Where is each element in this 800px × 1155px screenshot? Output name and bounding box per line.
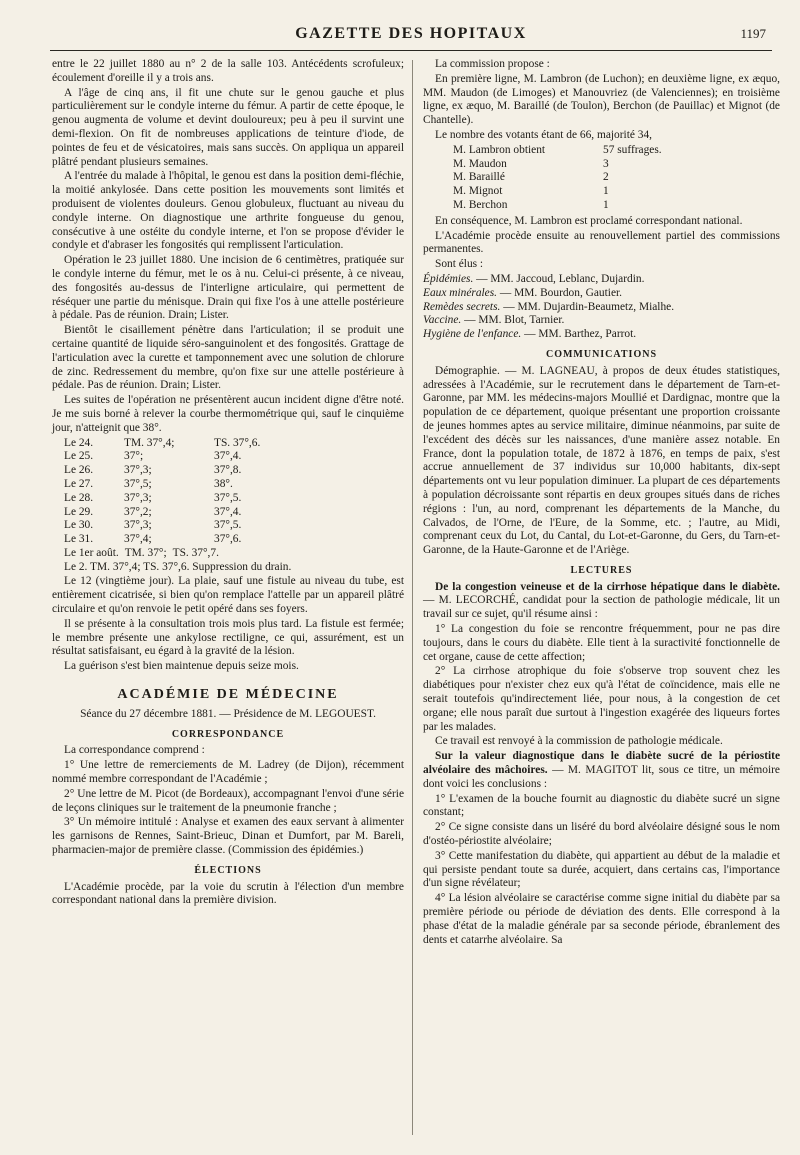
elus-intro: Sont élus : xyxy=(435,258,484,271)
commission-name: Remèdes secrets. xyxy=(423,300,501,313)
commission-name: Eaux minérales. xyxy=(423,286,498,299)
case-paragraph: Le 2. TM. 37°,4; TS. 37°,6. Suppression du drain. xyxy=(64,560,292,573)
temperature-row xyxy=(64,547,404,561)
temp-evening: 37°,5. xyxy=(214,519,242,532)
case-paragraph: Opération le 23 juillet 1880. Une incision de 6 centimètres, pratiquée sur le condyle interne du fémur, met le os à nu. Celui-ci présente, à ce niveau, des fongosités au-dessus de l'interligne articulaire, qui permettent de réséquer une partie du ménisque. Drain qui fixe l'os à une attelle postérieure à pédale. Pas de réunion. Drain; Lister. xyxy=(52,254,404,322)
temp-morning: TM. 37°; xyxy=(124,546,167,559)
temp-date: Le 27. xyxy=(64,477,94,490)
permanent-paragraph: L'Académie procède ensuite au renouvellement partiel des commissions permanentes. xyxy=(423,229,780,256)
commission-name: Vaccine. xyxy=(423,314,462,327)
commission-name: Épidémies. xyxy=(423,272,474,285)
lecture-conclusion: 2° La cirrhose atrophique du foie s'observe trop souvent chez les diabétiques pour n'exister chez eux qu'à l'état de coïncidence, mais elle ne serait toutefois qu'indirectement liée, pour nous, à la congestion de cet organe; elle nous paraît due surtout à l'ingestion exagérée des liqueurs fortes par les malades. xyxy=(423,665,780,733)
temp-evening: 37°,8. xyxy=(214,464,242,477)
vote-row xyxy=(453,199,780,213)
case-intro: entre le 22 juillet 1880 au n° 2 de la salle 103. Antécédents scrofuleux; écoulement d'oreille il y a trois ans. xyxy=(52,58,404,84)
vote-count: 1 xyxy=(603,185,609,198)
journal-title: GAZETTE DES HOPITAUX xyxy=(295,25,527,42)
elections-paragraph: L'Académie procède, par la voie du scrutin à l'élection d'un membre correspondant national dans la première division. xyxy=(52,880,404,907)
seance-line: Séance du 27 décembre 1881. — Présidence de M. LEGOUEST. xyxy=(80,707,376,720)
case-paragraph: Le 12 (vingtième jour). La plaie, sauf une fistule au niveau du tube, est entièrement cicatrisée, si bien qu'on remplace l'attelle par un appareil plâtré circulaire et qu'on renvoie le petit opéré dans ses foyers. xyxy=(52,575,404,616)
temp-evening: TS. 37°,7. xyxy=(172,546,219,559)
temperature-row xyxy=(64,519,404,533)
temp-date: Le 30. xyxy=(64,519,94,532)
vote-row xyxy=(453,171,780,185)
correspondance-item: 2° Une lettre de M. Picot (de Bordeaux), accompagnant l'envoi d'une série de leçons cliniques sur le traitement de la pneumonie franche ; xyxy=(52,787,404,814)
temp-morning: 37°,2; xyxy=(124,505,152,518)
temperature-list xyxy=(52,437,404,561)
case-paragraph: Les suites de l'opération ne présentèrent aucun incident digne d'être noté. Je me suis borné à relever la courbe thermométrique qui, sauf le cinquième jour, n'atteignit que 38°. xyxy=(52,394,404,434)
temp-morning: 37°; xyxy=(124,450,144,463)
temperature-row xyxy=(64,464,404,478)
temp-date: Le 31. xyxy=(64,533,94,546)
temperature-row xyxy=(64,450,404,464)
case-paragraph: La guérison s'est bien maintenue depuis seize mois. xyxy=(64,660,299,673)
left-column xyxy=(52,58,404,909)
case-paragraph: A l'âge de cinq ans, il fit une chute sur le genou gauche et plus particulièrement sur le condyle interne du fémur. A partir de cette époque, le genou augmenta de volume et devint douloureux; peu à peu il survint une demi-flexion. On fit de nombreuses applications de teinture d'iode, de pointes de feu et de vésicatoires, mais sans succès. On appliqua un appareil plâtré pendant plusieurs semaines. xyxy=(52,86,404,168)
right-column xyxy=(423,58,780,948)
lecture-conclusion: 2° Ce signe consiste dans un liséré du bord alvéolaire désigné sous le nom d'ostéo-périostite alvéolaire; xyxy=(423,821,780,848)
elus-row: Vaccine. — MM. Blot, Tarnier. xyxy=(423,314,565,327)
commission-paragraph: En première ligne, M. Lambron (de Luchon); en deuxième ligne, ex æquo, MM. Maudon (de Limoges) et Manouvriez (de Valenciennes); en troisième ligne, ex æquo, M. Baraillé (de Toulon), Berchon (de Pauillac) et Mignot (de Chantelle). xyxy=(423,72,780,127)
correspondance-item: 1° Une lettre de remerciements de M. Ladrey (de Dijon), récemment nommé membre correspondant de l'Académie ; xyxy=(52,759,404,786)
elections-heading: ÉLECTIONS xyxy=(194,864,262,876)
temp-evening: 37°,5. xyxy=(214,491,242,504)
temp-evening: 37°,4. xyxy=(214,505,242,518)
commission-members: MM. Barthez, Parrot. xyxy=(538,328,637,341)
lecture-title: De la congestion veineuse et de la cirrhose hépatique dans le diabète. xyxy=(435,580,780,593)
temperature-row xyxy=(64,533,404,547)
temperature-row xyxy=(64,506,404,520)
elus-row: Eaux minérales. — MM. Bourdon, Gautier. xyxy=(423,286,623,299)
case-paragraph: Il se présente à la consultation trois mois plus tard. La fistule est fermée; le membre présente une ankylose rectiligne, ce qui, assurément, est un résultat satisfaisant, eu égard à la gravité de la lésion. xyxy=(52,617,404,658)
lecture-text: — M. MAGITOT lit, sous ce titre, un mémoire dont voici les conclusions : xyxy=(423,764,780,790)
page-number: 1197 xyxy=(740,26,766,41)
lectures-heading: LECTURES xyxy=(570,564,633,576)
lecture-conclusion: 3° Cette manifestation du diabète, qui appartient au début de la maladie et qui persiste pendant toute sa durée, acquiert, dans certains cas, l'importance d'un signe révélateur; xyxy=(423,849,780,890)
commission-members: MM. Bourdon, Gautier. xyxy=(514,286,623,299)
temp-date: Le 1er août. xyxy=(64,546,119,559)
temp-evening: TS. 37°,6. xyxy=(214,436,261,449)
temp-date: Le 24. xyxy=(64,436,94,449)
candidate-name: M. Maudon xyxy=(453,157,507,170)
commission-members: MM. Blot, Tarnier. xyxy=(478,314,565,327)
temp-date: Le 28. xyxy=(64,491,94,504)
temp-morning: 37°,3; xyxy=(124,491,152,504)
commission-members: MM. Dujardin-Beaumetz, Mialhe. xyxy=(517,300,675,313)
votes-list xyxy=(423,144,780,213)
temp-evening: 38°. xyxy=(214,477,233,490)
temperature-row xyxy=(64,478,404,492)
temp-date: Le 25. xyxy=(64,450,94,463)
elus-list xyxy=(423,273,780,342)
temp-evening: 37°,6. xyxy=(214,533,242,546)
communications-heading: COMMUNICATIONS xyxy=(545,348,658,360)
page-header xyxy=(50,22,772,46)
temp-date: Le 26. xyxy=(64,464,94,477)
temp-morning: 37°,3; xyxy=(124,464,152,477)
elus-row: Épidémies. — MM. Jaccoud, Leblanc, Dujardin. xyxy=(423,272,645,285)
temperature-row xyxy=(64,492,404,506)
candidate-name: M. Mignot xyxy=(453,185,503,198)
temp-evening: 37°,4. xyxy=(214,450,242,463)
vote-count: 3 xyxy=(603,157,609,170)
temperature-row xyxy=(64,437,404,451)
correspondance-intro: La correspondance comprend : xyxy=(64,744,205,757)
lecture-title: Sur la valeur diagnostique dans le diabète sucré de la périostite alvéolaire des mâchoires. xyxy=(423,750,780,777)
temp-morning: 37°,3; xyxy=(124,519,152,532)
vote-row xyxy=(453,144,780,158)
lecture-conclusion: 1° La congestion du foie se rencontre fréquemment, pour ne pas dire toujours, dans le cours du diabète. Elle tient à la suractivité fonctionnelle de cet organe, cause de cette affection; xyxy=(423,623,780,663)
temp-morning: 37°,5; xyxy=(124,477,152,490)
vote-row xyxy=(453,185,780,199)
lecture-paragraph xyxy=(423,581,780,622)
commission-members: MM. Jaccoud, Leblanc, Dujardin. xyxy=(490,272,645,285)
temp-morning: TM. 37°,4; xyxy=(124,436,175,449)
lecture-paragraph xyxy=(423,750,780,791)
column-divider xyxy=(412,60,413,1135)
commission-intro: La commission propose : xyxy=(435,58,550,70)
vote-count: 2 xyxy=(603,171,609,184)
temp-morning: 37°,4; xyxy=(124,533,152,546)
lecture-text: — M. LECORCHÉ, candidat pour la section de pathologie médicale, lit un travail sur ce sujet, qu'il résume ainsi : xyxy=(423,594,780,621)
elus-row: Hygiène de l'enfance. — MM. Barthez, Parrot. xyxy=(423,328,637,341)
candidate-name: M. Baraillé xyxy=(453,171,505,184)
lecture-conclusion: Ce travail est renvoyé à la commission de pathologie médicale. xyxy=(435,735,723,748)
temp-date: Le 29. xyxy=(64,505,94,518)
correspondance-item: 3° Un mémoire intitulé : Analyse et examen des eaux servant à alimenter les garnisons de Rennes, Saint-Brieuc, Dinan et Dumfort, par M. Bareli, pharmacien-major de première classe. (Commission des épidémies.) xyxy=(52,816,404,857)
elus-row: Remèdes secrets. — MM. Dujardin-Beaumetz, Mialhe. xyxy=(423,300,675,313)
demographie-paragraph: Démographie. — M. LAGNEAU, à propos de deux études statistiques, adressées à l'Académie, sur le recrutement dans le département de Tarn-et-Garonne, par MM. les médecins-majors Moullié et Dardignac, montre que la population de ce département, quoique présentant une proportion croissante de jeunes hommes aptes au service militaire, diminue néanmoins, par suite de l'excédent des décès sur les naissances, d'une manière assez notable. En France, dont la population totale, de 1872 à 1876, en temps de paix, s'est accrue annuellement de 37 individus sur 10,000 habitants, dix-sept départements ont vu leur population diminuer. La plupart de ces départements à population décroissante sont répartis en deux groupes situés dans de riches régions : l'un, au nord, comprenant les départements de la Manche, du Calvados, de l'Orne, de l'Eure, de la Somme, etc. ; l'autre, au Midi, comprenant ceux du Lot, du Cantal, du Lot-et-Garonne, du Gers, du Tarn-et-Garonne, de la Haute-Garonne et de l'Ariège. xyxy=(423,364,780,557)
vote-count: 57 suffrages. xyxy=(603,143,662,156)
vote-count: 1 xyxy=(603,198,609,211)
academy-heading: ACADÉMIE DE MÉDECINE xyxy=(117,687,339,703)
result-paragraph: En conséquence, M. Lambron est proclamé correspondant national. xyxy=(435,214,743,227)
lecture-conclusion: 1° L'examen de la bouche fournit au diagnostic du diabète sucré un signe constant; xyxy=(423,792,780,819)
candidate-name: M. Berchon xyxy=(453,198,508,211)
votes-paragraph: Le nombre des votants étant de 66, majorité 34, xyxy=(435,128,652,141)
commission-name: Hygiène de l'enfance. xyxy=(423,328,522,341)
correspondance-heading: CORRESPONDANCE xyxy=(171,728,285,740)
vote-row xyxy=(453,158,780,172)
candidate-name: M. Lambron obtient xyxy=(453,143,546,156)
case-paragraph: A l'entrée du malade à l'hôpital, le genou est dans la position demi-fléchie, la moitié ankylosée. Dans cette position les mouvements sont limités et produisent de violentes douleurs. Genou globuleux, fluctuant au niveau du condyle interne. On diagnostique une arthrite fongueuse du genou, consécutive à une ostéite du condyle interne, et l'on se propose d'évider le condyle et d'abraser les fongosités qui remplissent l'articulation. xyxy=(52,170,404,252)
header-rule xyxy=(50,50,772,51)
lecture-conclusion: 4° La lésion alvéolaire se caractérise comme signe initial du diabète par sa première période ou période de déviation des dents. Elle correspond à la phase d'état de la maladie générale par sa seconde période, ébranlement des dents et catarrhe alvéolaire. Sa xyxy=(423,892,780,946)
case-paragraph: Bientôt le cisaillement pénètre dans l'articulation; il se produit une certaine quantité de liquide séro-sanguinolent et des fongosités. Grattage de l'articulation avec la curette et tamponnement avec une solution de chlorure de zinc. Redressement du membre, qu'on fixe sur une attelle postérieure à pédale. Pas de réunion. Drain; Lister. xyxy=(52,324,404,392)
